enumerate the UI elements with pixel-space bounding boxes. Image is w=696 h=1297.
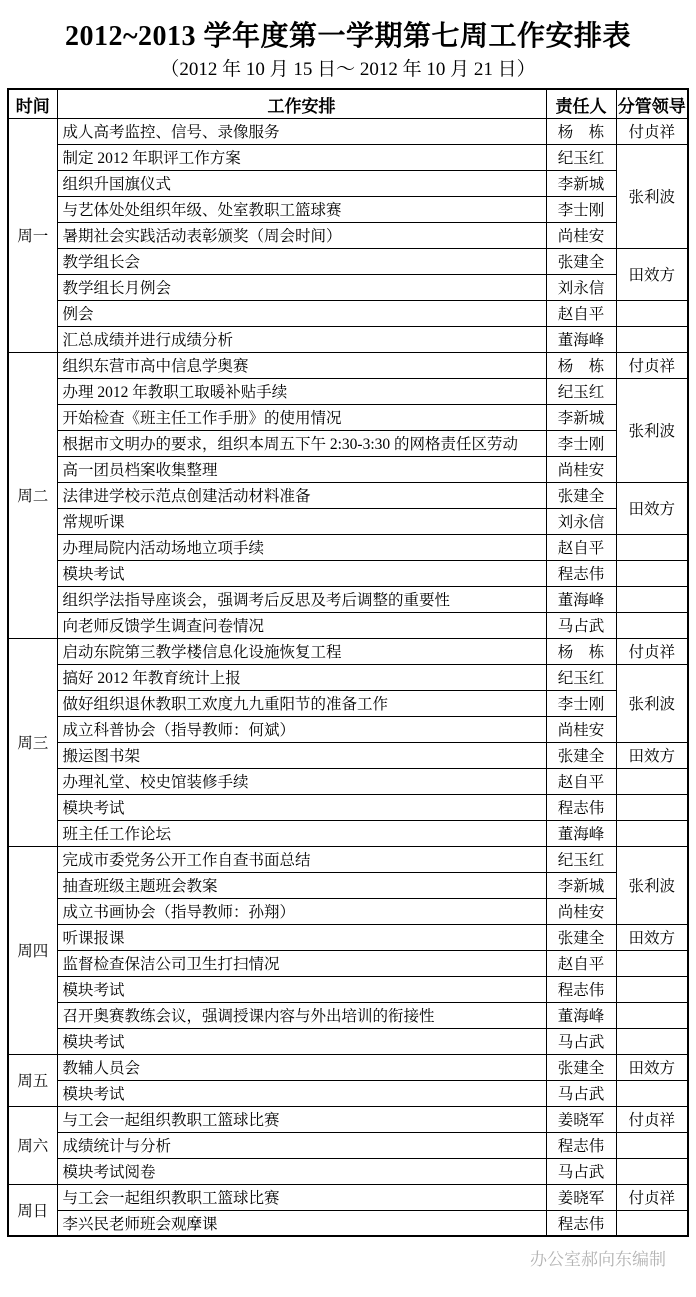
table-row — [8, 1028, 688, 1054]
table-row — [8, 248, 688, 274]
leader-cell — [616, 1028, 688, 1054]
person-cell: 马占武 — [546, 1080, 616, 1106]
leader-cell — [616, 534, 688, 560]
table-row — [8, 170, 688, 196]
person-cell: 董海峰 — [546, 326, 616, 352]
table-row — [8, 144, 688, 170]
column-header: 时间 — [8, 89, 57, 118]
table-row — [8, 664, 688, 690]
day-label: 周三 — [8, 638, 57, 846]
person-cell: 李新城 — [546, 404, 616, 430]
person-cell: 李士刚 — [546, 430, 616, 456]
task-cell: 制定 2012 年职评工作方案 — [57, 144, 546, 170]
table-header-row — [8, 89, 688, 118]
table-row — [8, 482, 688, 508]
table-row — [8, 456, 688, 482]
task-cell: 搞好 2012 年教育统计上报 — [57, 664, 546, 690]
footer-credit: 办公室郝向东编制 — [530, 1250, 666, 1270]
person-cell: 尚桂安 — [546, 716, 616, 742]
task-cell: 办理 2012 年教职工取暖补贴手续 — [57, 378, 546, 404]
column-header: 工作安排 — [57, 89, 546, 118]
person-cell: 程志伟 — [546, 794, 616, 820]
person-cell: 杨 栋 — [546, 638, 616, 664]
leader-cell: 张利波 — [616, 144, 688, 248]
task-cell: 根据市文明办的要求，组织本周五下午 2:30-3:30 的网格责任区劳动 — [57, 430, 546, 456]
person-cell: 纪玉红 — [546, 144, 616, 170]
task-cell: 召开奥赛教练会议，强调授课内容与外出培训的衔接性 — [57, 1002, 546, 1028]
leader-cell: 付贞祥 — [616, 638, 688, 664]
person-cell: 张建全 — [546, 482, 616, 508]
task-cell: 模块考试阅卷 — [57, 1158, 546, 1184]
table-row — [8, 404, 688, 430]
day-label: 周一 — [8, 118, 57, 352]
person-cell: 李新城 — [546, 872, 616, 898]
person-cell: 赵自平 — [546, 950, 616, 976]
task-cell: 抽查班级主题班会教案 — [57, 872, 546, 898]
leader-cell — [616, 560, 688, 586]
person-cell: 姜晓军 — [546, 1106, 616, 1132]
person-cell: 杨 栋 — [546, 352, 616, 378]
table-row — [8, 846, 688, 872]
table-row — [8, 872, 688, 898]
table-row — [8, 378, 688, 404]
person-cell: 姜晓军 — [546, 1184, 616, 1210]
task-cell: 法律进学校示范点创建活动材料准备 — [57, 482, 546, 508]
leader-cell — [616, 1210, 688, 1236]
table-body — [8, 118, 688, 1236]
page-title: 2012~2013 学年度第一学期第七周工作安排表 — [64, 21, 632, 52]
task-cell: 成人高考监控、信号、录像服务 — [57, 118, 546, 144]
task-cell: 班主任工作论坛 — [57, 820, 546, 846]
person-cell: 李新城 — [546, 170, 616, 196]
leader-cell — [616, 1132, 688, 1158]
person-cell: 程志伟 — [546, 1210, 616, 1236]
leader-cell — [616, 950, 688, 976]
task-cell: 开始检查《班主任工作手册》的使用情况 — [57, 404, 546, 430]
task-cell: 汇总成绩并进行成绩分析 — [57, 326, 546, 352]
leader-cell — [616, 768, 688, 794]
task-cell: 教学组长月例会 — [57, 274, 546, 300]
table-row — [8, 1002, 688, 1028]
leader-cell: 张利波 — [616, 664, 688, 742]
day-label: 周二 — [8, 352, 57, 638]
person-cell: 纪玉红 — [546, 664, 616, 690]
task-cell: 办理礼堂、校史馆装修手续 — [57, 768, 546, 794]
table-row — [8, 1054, 688, 1080]
leader-cell: 田效方 — [616, 248, 688, 300]
leader-cell — [616, 586, 688, 612]
task-cell: 常规听课 — [57, 508, 546, 534]
task-cell: 组织东营市高中信息学奥赛 — [57, 352, 546, 378]
day-label: 周日 — [8, 1184, 57, 1236]
task-cell: 与工会一起组织教职工篮球比赛 — [57, 1106, 546, 1132]
person-cell: 尚桂安 — [546, 222, 616, 248]
table-row — [8, 118, 688, 144]
person-cell: 张建全 — [546, 248, 616, 274]
table-row — [8, 274, 688, 300]
task-cell: 模块考试 — [57, 1028, 546, 1054]
task-cell: 与艺体处处组织年级、处室教职工篮球赛 — [57, 196, 546, 222]
task-cell: 组织学法指导座谈会，强调考后反思及考后调整的重要性 — [57, 586, 546, 612]
table-row — [8, 1106, 688, 1132]
table-row — [8, 1210, 688, 1236]
task-cell: 启动东院第三教学楼信息化设施恢复工程 — [57, 638, 546, 664]
person-cell: 尚桂安 — [546, 456, 616, 482]
leader-cell — [616, 300, 688, 326]
task-cell: 完成市委党务公开工作自查书面总结 — [57, 846, 546, 872]
day-label: 周六 — [8, 1106, 57, 1184]
column-header: 责任人 — [546, 89, 616, 118]
person-cell: 张建全 — [546, 924, 616, 950]
leader-cell: 付贞祥 — [616, 1184, 688, 1210]
table-row — [8, 352, 688, 378]
task-cell: 模块考试 — [57, 976, 546, 1002]
person-cell: 董海峰 — [546, 586, 616, 612]
person-cell: 刘永信 — [546, 274, 616, 300]
table-row — [8, 716, 688, 742]
header-row — [8, 89, 688, 118]
column-header: 分管领导 — [616, 89, 688, 118]
table-row — [8, 222, 688, 248]
table-row — [8, 586, 688, 612]
table-row — [8, 1184, 688, 1210]
leader-cell — [616, 326, 688, 352]
person-cell: 张建全 — [546, 1054, 616, 1080]
leader-cell — [616, 1002, 688, 1028]
table-row — [8, 1132, 688, 1158]
task-cell: 模块考试 — [57, 794, 546, 820]
leader-cell — [616, 612, 688, 638]
table-row — [8, 560, 688, 586]
task-cell: 与工会一起组织教职工篮球比赛 — [57, 1184, 546, 1210]
person-cell: 程志伟 — [546, 1132, 616, 1158]
task-cell: 模块考试 — [57, 1080, 546, 1106]
table-row — [8, 898, 688, 924]
person-cell: 杨 栋 — [546, 118, 616, 144]
person-cell: 董海峰 — [546, 1002, 616, 1028]
task-cell: 教辅人员会 — [57, 1054, 546, 1080]
table-row — [8, 196, 688, 222]
table-row — [8, 326, 688, 352]
task-cell: 例会 — [57, 300, 546, 326]
leader-cell — [616, 794, 688, 820]
person-cell: 纪玉红 — [546, 846, 616, 872]
day-label: 周四 — [8, 846, 57, 1054]
task-cell: 搬运图书架 — [57, 742, 546, 768]
leader-cell: 田效方 — [616, 482, 688, 534]
person-cell: 董海峰 — [546, 820, 616, 846]
schedule-table — [7, 88, 689, 1237]
leader-cell: 田效方 — [616, 924, 688, 950]
table-row — [8, 534, 688, 560]
person-cell: 赵自平 — [546, 534, 616, 560]
person-cell: 尚桂安 — [546, 898, 616, 924]
person-cell: 李士刚 — [546, 690, 616, 716]
person-cell: 刘永信 — [546, 508, 616, 534]
person-cell: 张建全 — [546, 742, 616, 768]
task-cell: 组织升国旗仪式 — [57, 170, 546, 196]
leader-cell: 付贞祥 — [616, 352, 688, 378]
task-cell: 暑期社会实践活动表彰颁奖（周会时间） — [57, 222, 546, 248]
task-cell: 监督检查保洁公司卫生打扫情况 — [57, 950, 546, 976]
page-subtitle: （2012 年 10 月 15 日～ 2012 年 10 月 21 日） — [160, 58, 536, 80]
table-row — [8, 430, 688, 456]
leader-cell — [616, 976, 688, 1002]
leader-cell: 付贞祥 — [616, 1106, 688, 1132]
table-row — [8, 690, 688, 716]
task-cell: 教学组长会 — [57, 248, 546, 274]
person-cell: 程志伟 — [546, 560, 616, 586]
day-label: 周五 — [8, 1054, 57, 1106]
person-cell: 马占武 — [546, 1158, 616, 1184]
person-cell: 纪玉红 — [546, 378, 616, 404]
person-cell: 李士刚 — [546, 196, 616, 222]
table-row — [8, 1080, 688, 1106]
leader-cell: 付贞祥 — [616, 118, 688, 144]
task-cell: 成立科普协会（指导教师：何斌） — [57, 716, 546, 742]
task-cell: 做好组织退休教职工欢度九九重阳节的准备工作 — [57, 690, 546, 716]
table-row — [8, 820, 688, 846]
table-row — [8, 638, 688, 664]
table-row — [8, 508, 688, 534]
task-cell: 办理局院内活动场地立项手续 — [57, 534, 546, 560]
person-cell: 马占武 — [546, 1028, 616, 1054]
task-cell: 成立书画协会（指导教师：孙翔） — [57, 898, 546, 924]
leader-cell: 田效方 — [616, 1054, 688, 1080]
person-cell: 马占武 — [546, 612, 616, 638]
table-row — [8, 612, 688, 638]
person-cell: 赵自平 — [546, 768, 616, 794]
table-row — [8, 300, 688, 326]
leader-cell — [616, 820, 688, 846]
table-row — [8, 950, 688, 976]
table-row — [8, 976, 688, 1002]
person-cell: 赵自平 — [546, 300, 616, 326]
task-cell: 向老师反馈学生调查问卷情况 — [57, 612, 546, 638]
task-cell: 成绩统计与分析 — [57, 1132, 546, 1158]
table-row — [8, 924, 688, 950]
task-cell: 高一团员档案收集整理 — [57, 456, 546, 482]
table-row — [8, 794, 688, 820]
table-row — [8, 1158, 688, 1184]
person-cell: 程志伟 — [546, 976, 616, 1002]
table-row — [8, 768, 688, 794]
table-row — [8, 742, 688, 768]
task-cell: 听课报课 — [57, 924, 546, 950]
task-cell: 模块考试 — [57, 560, 546, 586]
leader-cell: 田效方 — [616, 742, 688, 768]
task-cell: 李兴民老师班会观摩课 — [57, 1210, 546, 1236]
leader-cell — [616, 1080, 688, 1106]
leader-cell — [616, 1158, 688, 1184]
leader-cell: 张利波 — [616, 846, 688, 924]
leader-cell: 张利波 — [616, 378, 688, 482]
